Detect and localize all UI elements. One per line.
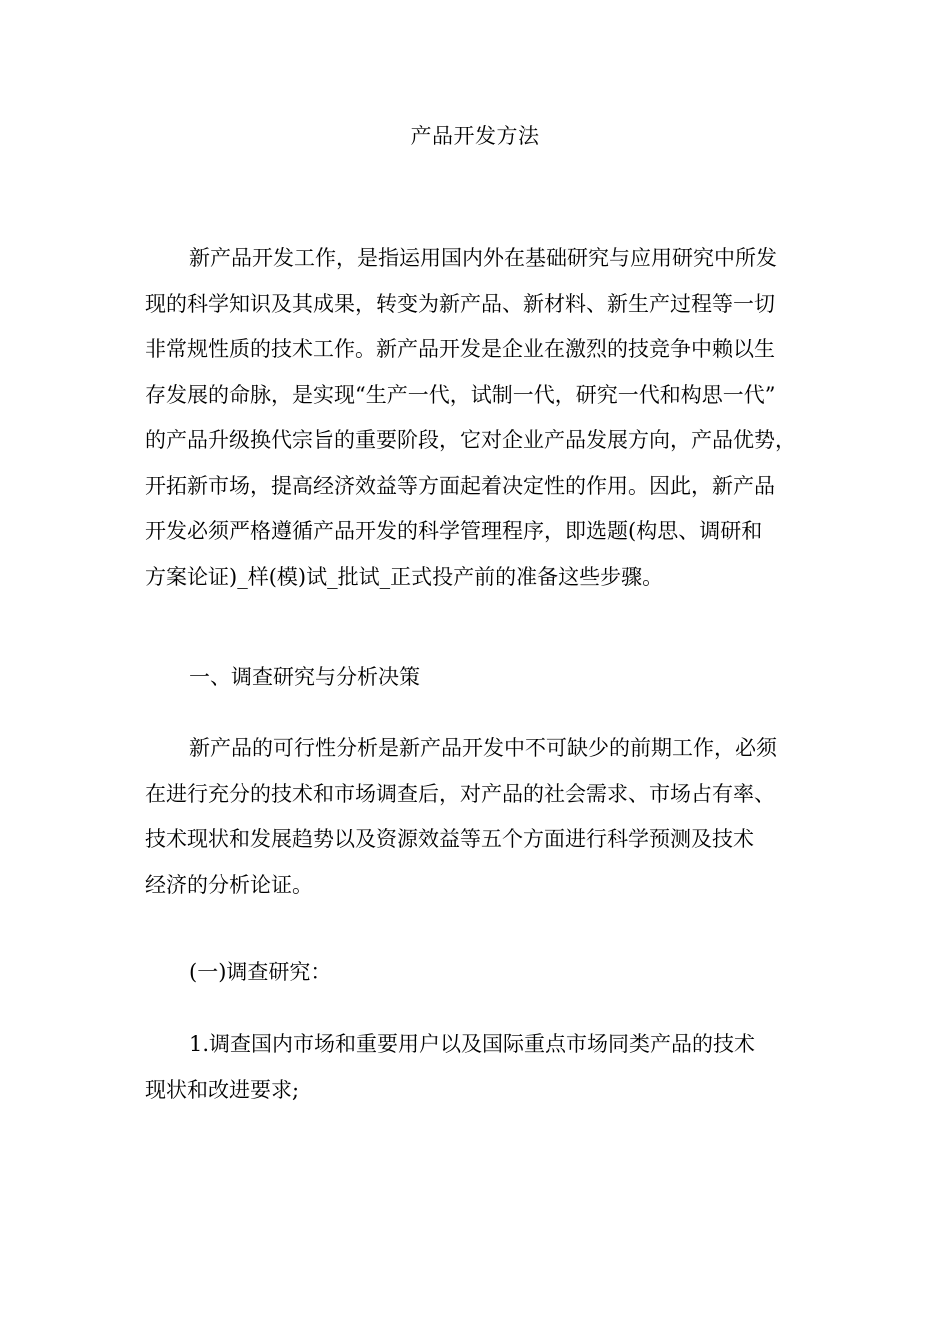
paragraph-line: 非常规性质的技术工作。新产品开发是企业在激烈的技竞争中赖以生 [145, 337, 775, 361]
heading-text: 一、调查研究与分析决策 [189, 665, 420, 689]
document-title: 产品开发方法 [410, 124, 540, 148]
paragraph-line: 技术现状和发展趋势以及资源效益等五个方面进行科学预测及技术 [145, 827, 754, 851]
paragraph-item-1 [145, 1022, 810, 1113]
paragraph-line: 新产品开发工作，是指运用国内外在基础研究与应用研究中所发 [189, 246, 777, 270]
paragraph-line: 开发必须严格遵循产品开发的科学管理程序，即选题(构思、调研和 [145, 519, 763, 543]
paragraph-line: 现的科学知识及其成果，转变为新产品、新材料、新生产过程等一切 [145, 291, 775, 316]
paragraph-line: 的产品升级换代宗旨的重要阶段，它对企业产品发展方向，产品优势， [145, 428, 796, 452]
paragraph-intro [145, 236, 810, 600]
paragraph-line: 存发展的命脉，是实现“生产一代，试制一代，研究一代和构思一代” [145, 382, 776, 407]
paragraph-line: 在进行充分的技术和市场调查后，对产品的社会需求、市场占有率、 [145, 781, 775, 806]
subsection-heading-survey [145, 950, 810, 996]
section-heading-research [145, 655, 810, 701]
heading-text: (一)调查研究： [189, 960, 332, 984]
paragraph-line: 方案论证)_样(模)试_批试_正式投产前的准备这些步骤。 [145, 564, 664, 589]
paragraph-line: 经济的分析论证。 [145, 872, 313, 897]
paragraph-line: 新产品的可行性分析是新产品开发中不可缺少的前期工作，必须 [189, 736, 777, 760]
paragraph-feasibility [145, 726, 810, 908]
paragraph-line: 开拓新市场，提高经济效益等方面起着决定性的作用。因此，新产品 [145, 473, 775, 498]
paragraph-line: 现状和改进要求; [145, 1077, 300, 1102]
paragraph-line: 1.调查国内市场和重要用户以及国际重点市场同类产品的技术 [189, 1032, 756, 1056]
